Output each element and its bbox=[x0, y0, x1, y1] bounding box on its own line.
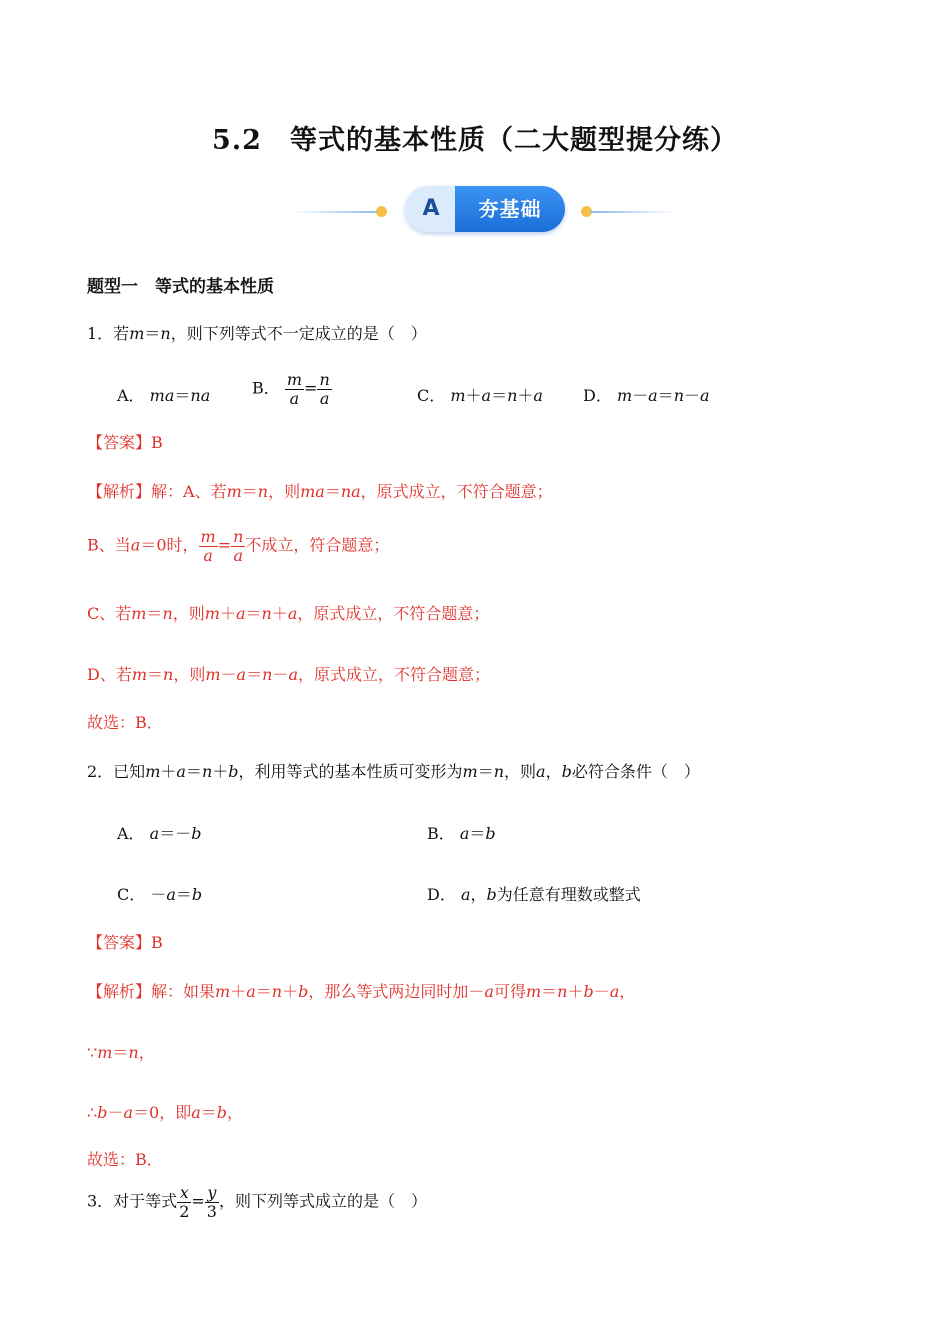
q1-stem-text: 1．若 bbox=[87, 324, 130, 343]
q1-choose: 故选：B． bbox=[87, 713, 163, 732]
q2-because: ∵ bbox=[87, 1043, 98, 1062]
q2-choose: 故选：B． bbox=[87, 1150, 163, 1169]
q1-option-a-label: A． bbox=[117, 386, 145, 405]
q2-option-c-label: C． bbox=[117, 885, 146, 904]
q2-option-c: C． －a＝b bbox=[117, 885, 203, 904]
q1-analysis-l1b: ，则 bbox=[268, 482, 301, 501]
q2-stem-b: ，利用等式的基本性质可变形为 bbox=[238, 762, 463, 781]
q1-analysis-l4c: ，原式成立，不符合题意； bbox=[297, 665, 490, 684]
q1-analysis-l1a: 解：A、若 bbox=[151, 482, 227, 501]
q2-analysis-label: 【解析】 bbox=[87, 982, 152, 1001]
q2-analysis-l2b: ， bbox=[138, 1043, 155, 1062]
q3-stem-a: 3．对于等式 bbox=[87, 1191, 178, 1211]
q1-analysis-l3a: C、若 bbox=[87, 604, 132, 623]
q2-option-b-label: B． bbox=[427, 824, 455, 843]
q2-analysis-line3: ∴b－a＝0，即a＝b， bbox=[87, 1103, 244, 1122]
q2-analysis-l1d: ， bbox=[619, 982, 636, 1001]
q2-option-d-label: D． bbox=[427, 885, 456, 904]
q2-analysis-l1c: 可得 bbox=[493, 982, 526, 1001]
q1-analysis-line1: 【解析】解：A、若m＝n，则ma＝na，原式成立，不符合题意； bbox=[87, 482, 553, 501]
q1-analysis-line2: B、当a＝0时， $\frac{m}{a}$ = $\frac{n}{a}$ 不成立，符合题意； bbox=[87, 527, 390, 565]
q1-analysis-l2c: 不成立，符合题意； bbox=[245, 535, 390, 555]
q1-analysis-l4a: D、若 bbox=[87, 665, 132, 684]
q2-stem-a: 2．已知 bbox=[87, 762, 146, 781]
q2-analysis-line2: ∵m＝n， bbox=[87, 1043, 155, 1062]
q2-answer: 【答案】B bbox=[87, 933, 163, 952]
section-badge bbox=[290, 186, 680, 232]
q1-analysis-l4b: ，则 bbox=[173, 665, 206, 684]
badge-left-dot bbox=[376, 206, 387, 217]
q2-stem-c: ，则 bbox=[504, 762, 537, 781]
q1-analysis-l3c: ，原式成立，不符合题意； bbox=[297, 604, 490, 623]
q2-option-a-label: A． bbox=[117, 824, 145, 843]
badge-left-line bbox=[290, 211, 380, 213]
q2-analysis-l1b: ，那么等式两边同时加 bbox=[308, 982, 469, 1001]
q1-option-b: B． $\frac{m}{a}$ = $\frac{n}{a}$ bbox=[252, 370, 330, 408]
q1-analysis-label: 【解析】 bbox=[87, 482, 152, 501]
q2-option-d: D． a，b为任意有理数或整式 bbox=[427, 885, 641, 904]
badge-right-line bbox=[590, 211, 678, 213]
q2-analysis-l1a: 解：如果 bbox=[151, 982, 216, 1001]
q2-stem-d: 必符合条件（ ） bbox=[571, 762, 700, 781]
q1-option-c-label: C． bbox=[417, 386, 446, 405]
section-heading: 题型一 等式的基本性质 bbox=[87, 277, 274, 297]
q1-analysis-l3b: ，则 bbox=[172, 604, 205, 623]
q1-analysis-l1c: ，原式成立，不符合题意； bbox=[360, 482, 553, 501]
q2-therefore: ∴ bbox=[87, 1103, 98, 1122]
q1-stem-text2: ，则下列等式不一定成立的是（ ） bbox=[170, 324, 427, 343]
badge-label: 夯基础 bbox=[455, 186, 565, 232]
q1-analysis-l2a: B、当 bbox=[87, 535, 131, 555]
q1-option-d-label: D． bbox=[583, 386, 612, 405]
q1-analysis-line4: D、若m＝n，则m－a＝n－a，原式成立，不符合题意； bbox=[87, 665, 490, 684]
q2-option-a: A． a＝－b bbox=[117, 824, 202, 843]
q2-analysis-l3b: ，即 bbox=[159, 1103, 192, 1122]
q1-stem: 1．若m＝n，则下列等式不一定成立的是（ ） bbox=[87, 324, 427, 343]
q1-analysis-line3: C、若m＝n，则m＋a＝n＋a，原式成立，不符合题意； bbox=[87, 604, 490, 623]
q3-stem-b: ，则下列等式成立的是（ ） bbox=[218, 1191, 427, 1211]
q1-option-c: C． m＋a＝n＋a bbox=[417, 386, 543, 405]
q2-stem: 2．已知m＋a＝n＋b，利用等式的基本性质可变形为m＝n，则a，b必符合条件（ ） bbox=[87, 762, 700, 781]
q1-analysis-l2b: 时， bbox=[166, 535, 199, 555]
q3-stem: 3．对于等式 $\frac{x}{2}$ = $\frac{y}{3}$ ，则下列等式成立的是（ ） bbox=[87, 1183, 427, 1221]
q2-option-d-text: 为任意有理数或整式 bbox=[496, 885, 641, 904]
q2-analysis-l3c: ， bbox=[227, 1103, 244, 1122]
badge-letter: A bbox=[405, 186, 457, 232]
page-title: 5.2 等式的基本性质（二大题型提分练） bbox=[212, 125, 738, 156]
q1-answer: 【答案】B bbox=[87, 433, 163, 452]
q2-analysis-line1: 【解析】解：如果m＋a＝n＋b，那么等式两边同时加－a可得m＝n＋b－a， bbox=[87, 982, 636, 1001]
q1-option-d: D． m－a＝n－a bbox=[583, 386, 710, 405]
q2-option-b: B． a＝b bbox=[427, 824, 496, 843]
q1-option-a: A． ma＝na bbox=[117, 386, 211, 405]
badge-pill bbox=[405, 186, 565, 232]
q1-option-b-label: B． bbox=[252, 378, 280, 398]
